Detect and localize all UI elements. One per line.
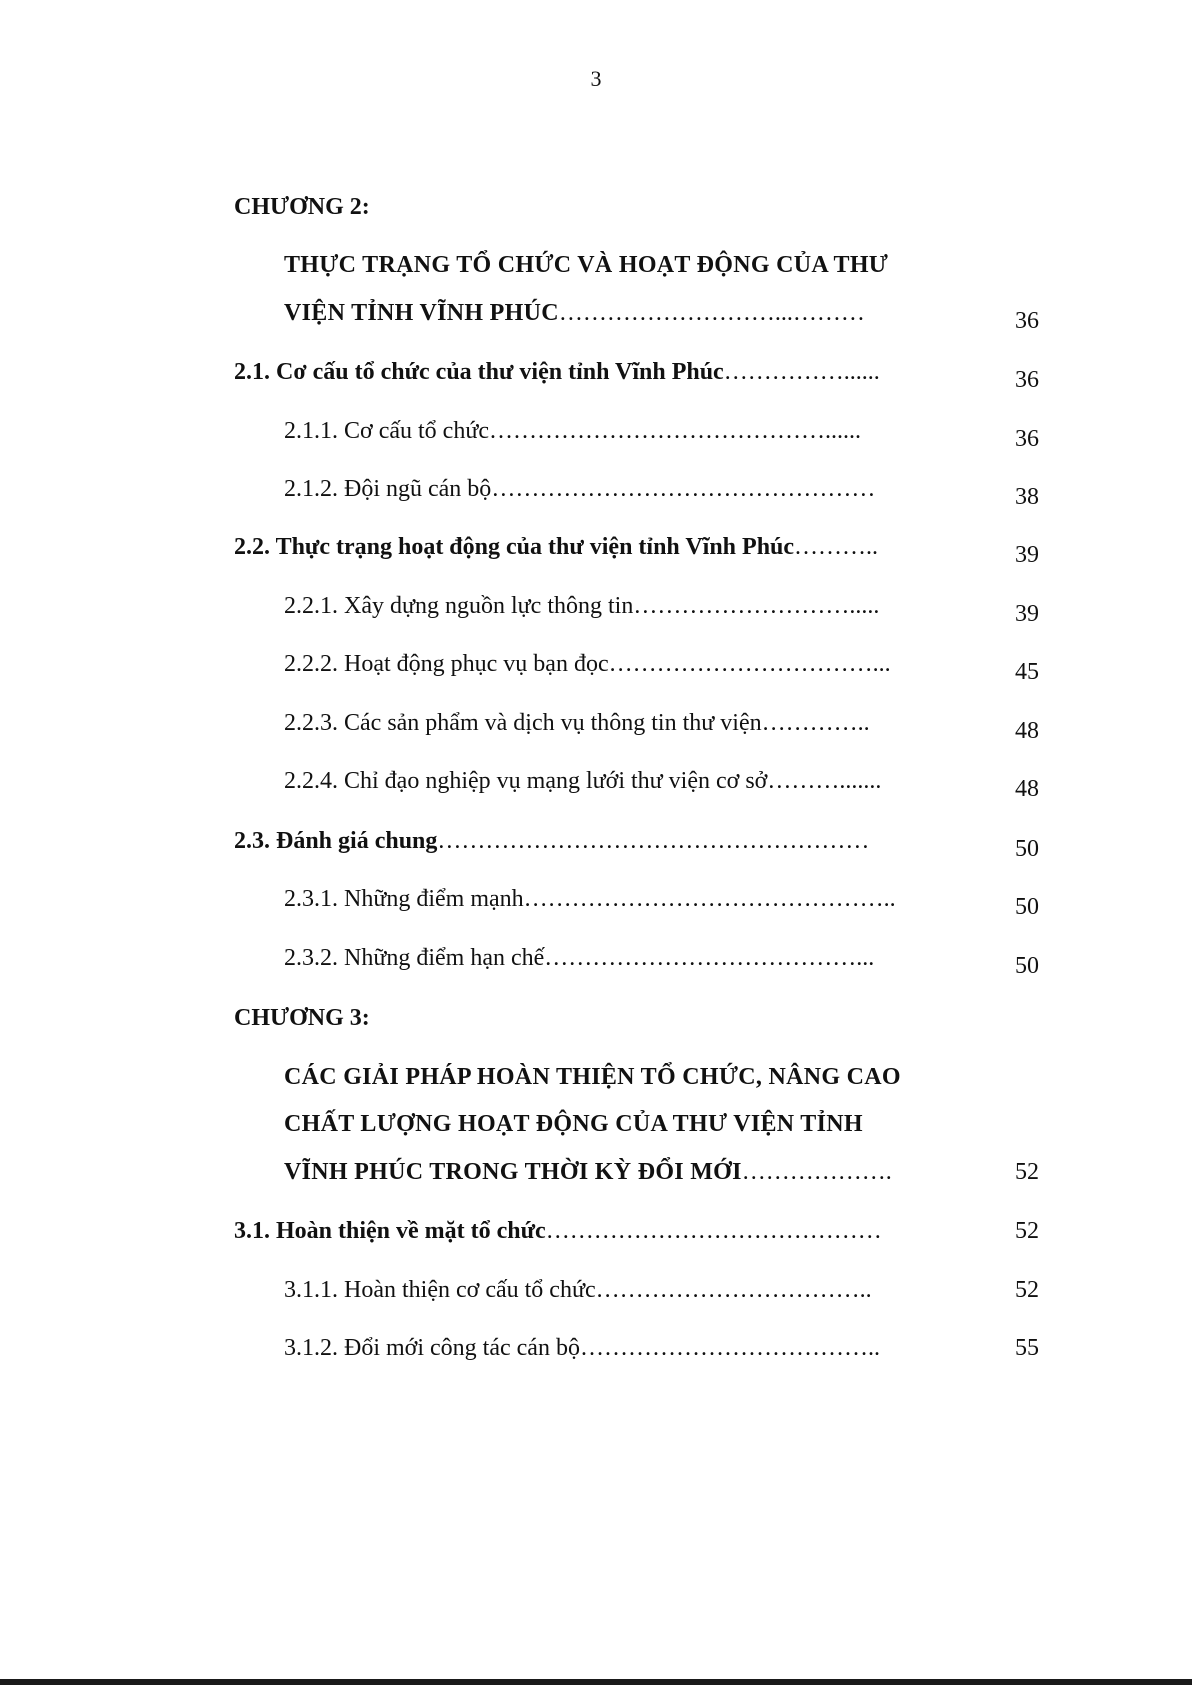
- toc-page-number: 50: [1015, 894, 1039, 920]
- toc-page-number: 36: [1015, 308, 1039, 334]
- toc-page-number: 50: [1015, 953, 1039, 979]
- toc-page-number: 39: [1015, 542, 1039, 568]
- toc-page-number: 45: [1015, 659, 1039, 685]
- toc-page-number: 38: [1015, 484, 1039, 510]
- toc-page-number: 52: [1015, 1218, 1039, 1244]
- table-of-contents: CHƯƠNG 2: THỰC TRẠNG TỔ CHỨC VÀ HOẠT ĐỘNG CỦA THƯ VIỆN TỈNH VĨNH PHÚC………………………...……… 36 2.1. Cơ cấu tổ chức của thư viện tỉnh Vĩnh Phúc……………...... 36 2.1.1. Cơ cấu tổ chức……………………………………...... 36 2.1.2. Đội ngũ cán bộ………………………………………… 38 2.2. Thực trạng hoạt động của thư viện tỉnh Vĩnh Phúc……….. 39 2.2.1. Xây dựng nguồn lực thông tin………………………..... 39 2.2.2. Hoạt động phục vụ bạn đọc……………………………... 45 2.2.3. Các sản phẩm và dịch vụ thông tin thư viện………….. 48 2.2.4. Chỉ đạo nghiệp vụ mạng lưới thư viện cơ sở………....... 48 2.3. Đánh giá chung……………………………………………… 50 2.3.1. Những điểm mạnh……………………………………….. 50 2.3.2. Những điểm hạn chế…………………………………... 50 CHƯƠNG 3: CÁC GIẢI PHÁP HOÀN THIỆN TỔ CHỨC, NÂNG CAO CHẤT LƯỢNG HOẠT ĐỘNG CỦA THƯ VIỆN TỈNH VĨNH PHÚC TRONG THỜI KỲ ĐỔI MỚI………………. 52 3.1. Hoàn thiện về mặt tổ chức…………………………………… 52 3.1.1. Hoàn thiện cơ cấu tổ chức…………………………….. 52 3.1.2. Đổi mới công tác cán bộ……………………………….. 55: [234, 194, 1039, 1361]
- toc-page-number: 36: [1015, 367, 1039, 393]
- toc-page-number: 55: [1015, 1335, 1039, 1361]
- toc-page-number: 36: [1015, 426, 1039, 452]
- toc-page-number: 52: [1015, 1159, 1039, 1185]
- page-bottom-border: [0, 1679, 1192, 1685]
- toc-page-number: 52: [1015, 1277, 1039, 1303]
- toc-page-number: 39: [1015, 601, 1039, 627]
- toc-page-number: 48: [1015, 776, 1039, 802]
- toc-page-number: 50: [1015, 836, 1039, 862]
- page-number: 3: [590, 66, 602, 91]
- toc-page-number: 48: [1015, 718, 1039, 744]
